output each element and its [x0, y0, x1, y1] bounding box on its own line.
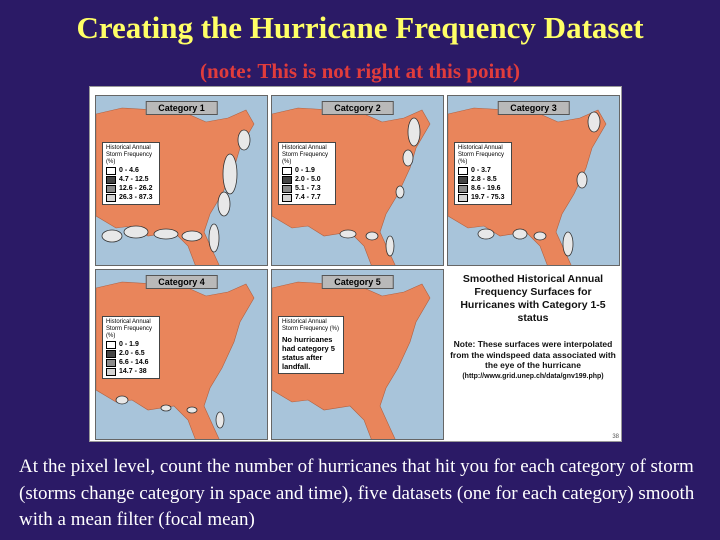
- map-panel-category-2: [271, 95, 444, 266]
- slide-subtitle: (note: This is not right at this point): [200, 59, 520, 83]
- legend-swatch: [458, 167, 468, 175]
- legend-swatch: [106, 176, 116, 184]
- legend-row: [458, 166, 508, 175]
- legend-row: [106, 166, 156, 175]
- legend-row: [106, 367, 156, 376]
- legend-range: 2.0 - 6.5: [119, 350, 145, 357]
- legend-range: 5.1 - 7.3: [295, 185, 321, 192]
- map-panel-category-4: [95, 269, 268, 440]
- legend-range: 19.7 - 75.3: [471, 194, 505, 201]
- legend-row: [106, 340, 156, 349]
- legend-range: 12.6 - 26.2: [119, 185, 153, 192]
- legend-range: 2.8 - 8.5: [471, 176, 497, 183]
- legend-title: Historical Annual Storm Frequency (%): [106, 145, 153, 165]
- legend-swatch: [106, 359, 116, 367]
- legend-row: [282, 193, 332, 202]
- legend-range: 8.6 - 19.6: [471, 185, 501, 192]
- hurricane-frequency-figure: [89, 86, 622, 442]
- map-panel-category-3: [447, 95, 620, 266]
- legend-title: Historical Annual Storm Frequency (%): [282, 319, 340, 332]
- legend-swatch: [106, 368, 116, 376]
- legend-range: 6.6 - 14.6: [119, 359, 149, 366]
- legend-range: 0 - 1.9: [295, 167, 315, 174]
- slide-title: Creating the Hurricane Frequency Dataset: [76, 10, 644, 45]
- legend-range: 0 - 3.7: [471, 167, 491, 174]
- legend-swatch: [282, 185, 292, 193]
- panel-label: Category 4: [145, 275, 218, 289]
- slide-body-text: At the pixel level, count the number of hurricanes that hit you for each category of storm (storms change category in space and time), five datasets (one for each category) smooth with a mean filter (focal mean): [19, 456, 695, 530]
- map-panel-category-5: [271, 269, 444, 440]
- legend-range: 0 - 4.6: [119, 167, 139, 174]
- legend-title: Historical Annual Storm Frequency (%): [282, 145, 329, 165]
- legend-swatch: [282, 194, 292, 202]
- map-legend: [454, 142, 512, 205]
- legend-swatch: [106, 350, 116, 358]
- legend-row: [282, 175, 332, 184]
- legend-swatch: [282, 176, 292, 184]
- legend-row: [458, 193, 508, 202]
- map-legend: [102, 142, 160, 205]
- legend-swatch: [458, 194, 468, 202]
- panel-label: Category 1: [145, 101, 218, 115]
- legend-swatch: [106, 194, 116, 202]
- map-legend: [278, 142, 336, 205]
- legend-row: [458, 175, 508, 184]
- legend-range: 26.3 - 87.3: [119, 194, 153, 201]
- legend-swatch: [106, 341, 116, 349]
- legend-swatch: [106, 185, 116, 193]
- legend-row: [106, 358, 156, 367]
- legend-row: [106, 349, 156, 358]
- legend-range: 4.7 - 12.5: [119, 176, 149, 183]
- caption-heading: Smoothed Historical Annual Frequency Surfaces for Hurricanes with Category 1-5 status: [460, 273, 606, 324]
- legend-row: [106, 184, 156, 193]
- legend-row: [106, 175, 156, 184]
- figure-caption: [448, 269, 618, 439]
- legend-range: 7.4 - 7.7: [295, 194, 321, 201]
- legend-swatch: [458, 176, 468, 184]
- map-panel-category-1: [95, 95, 268, 266]
- panel-label: Catcgory 2: [321, 101, 394, 115]
- legend-range: 0 - 1.9: [119, 341, 139, 348]
- legend-range: 14.7 - 38: [119, 368, 147, 375]
- legend-row: [282, 184, 332, 193]
- legend-range: 2.0 - 5.0: [295, 176, 321, 183]
- legend-swatch: [106, 167, 116, 175]
- legend-row: [106, 193, 156, 202]
- map-legend: [102, 316, 160, 379]
- panel-label: Category 5: [321, 275, 394, 289]
- panel-label: Category 3: [497, 101, 570, 115]
- legend-swatch: [282, 167, 292, 175]
- legend-title: Historical Annual Storm Frequency (%): [458, 145, 505, 165]
- legend-row: [282, 166, 332, 175]
- caption-note: Note: These surfaces were interpolated from the windspeed data associated with the eye of the hurricane: [450, 339, 616, 370]
- legend-swatch: [458, 185, 468, 193]
- legend-title: Historical Annual Storm Frequency (%): [106, 319, 153, 339]
- caption-source-url: (http://www.grid.unep.ch/data/gnv199.php): [462, 372, 604, 380]
- legend-row: [458, 184, 508, 193]
- no-hurricanes-note: No hurricanes had category 5 status after landfall.: [282, 335, 335, 371]
- map-legend: [278, 316, 344, 374]
- figure-corner-mark: 38: [612, 434, 619, 440]
